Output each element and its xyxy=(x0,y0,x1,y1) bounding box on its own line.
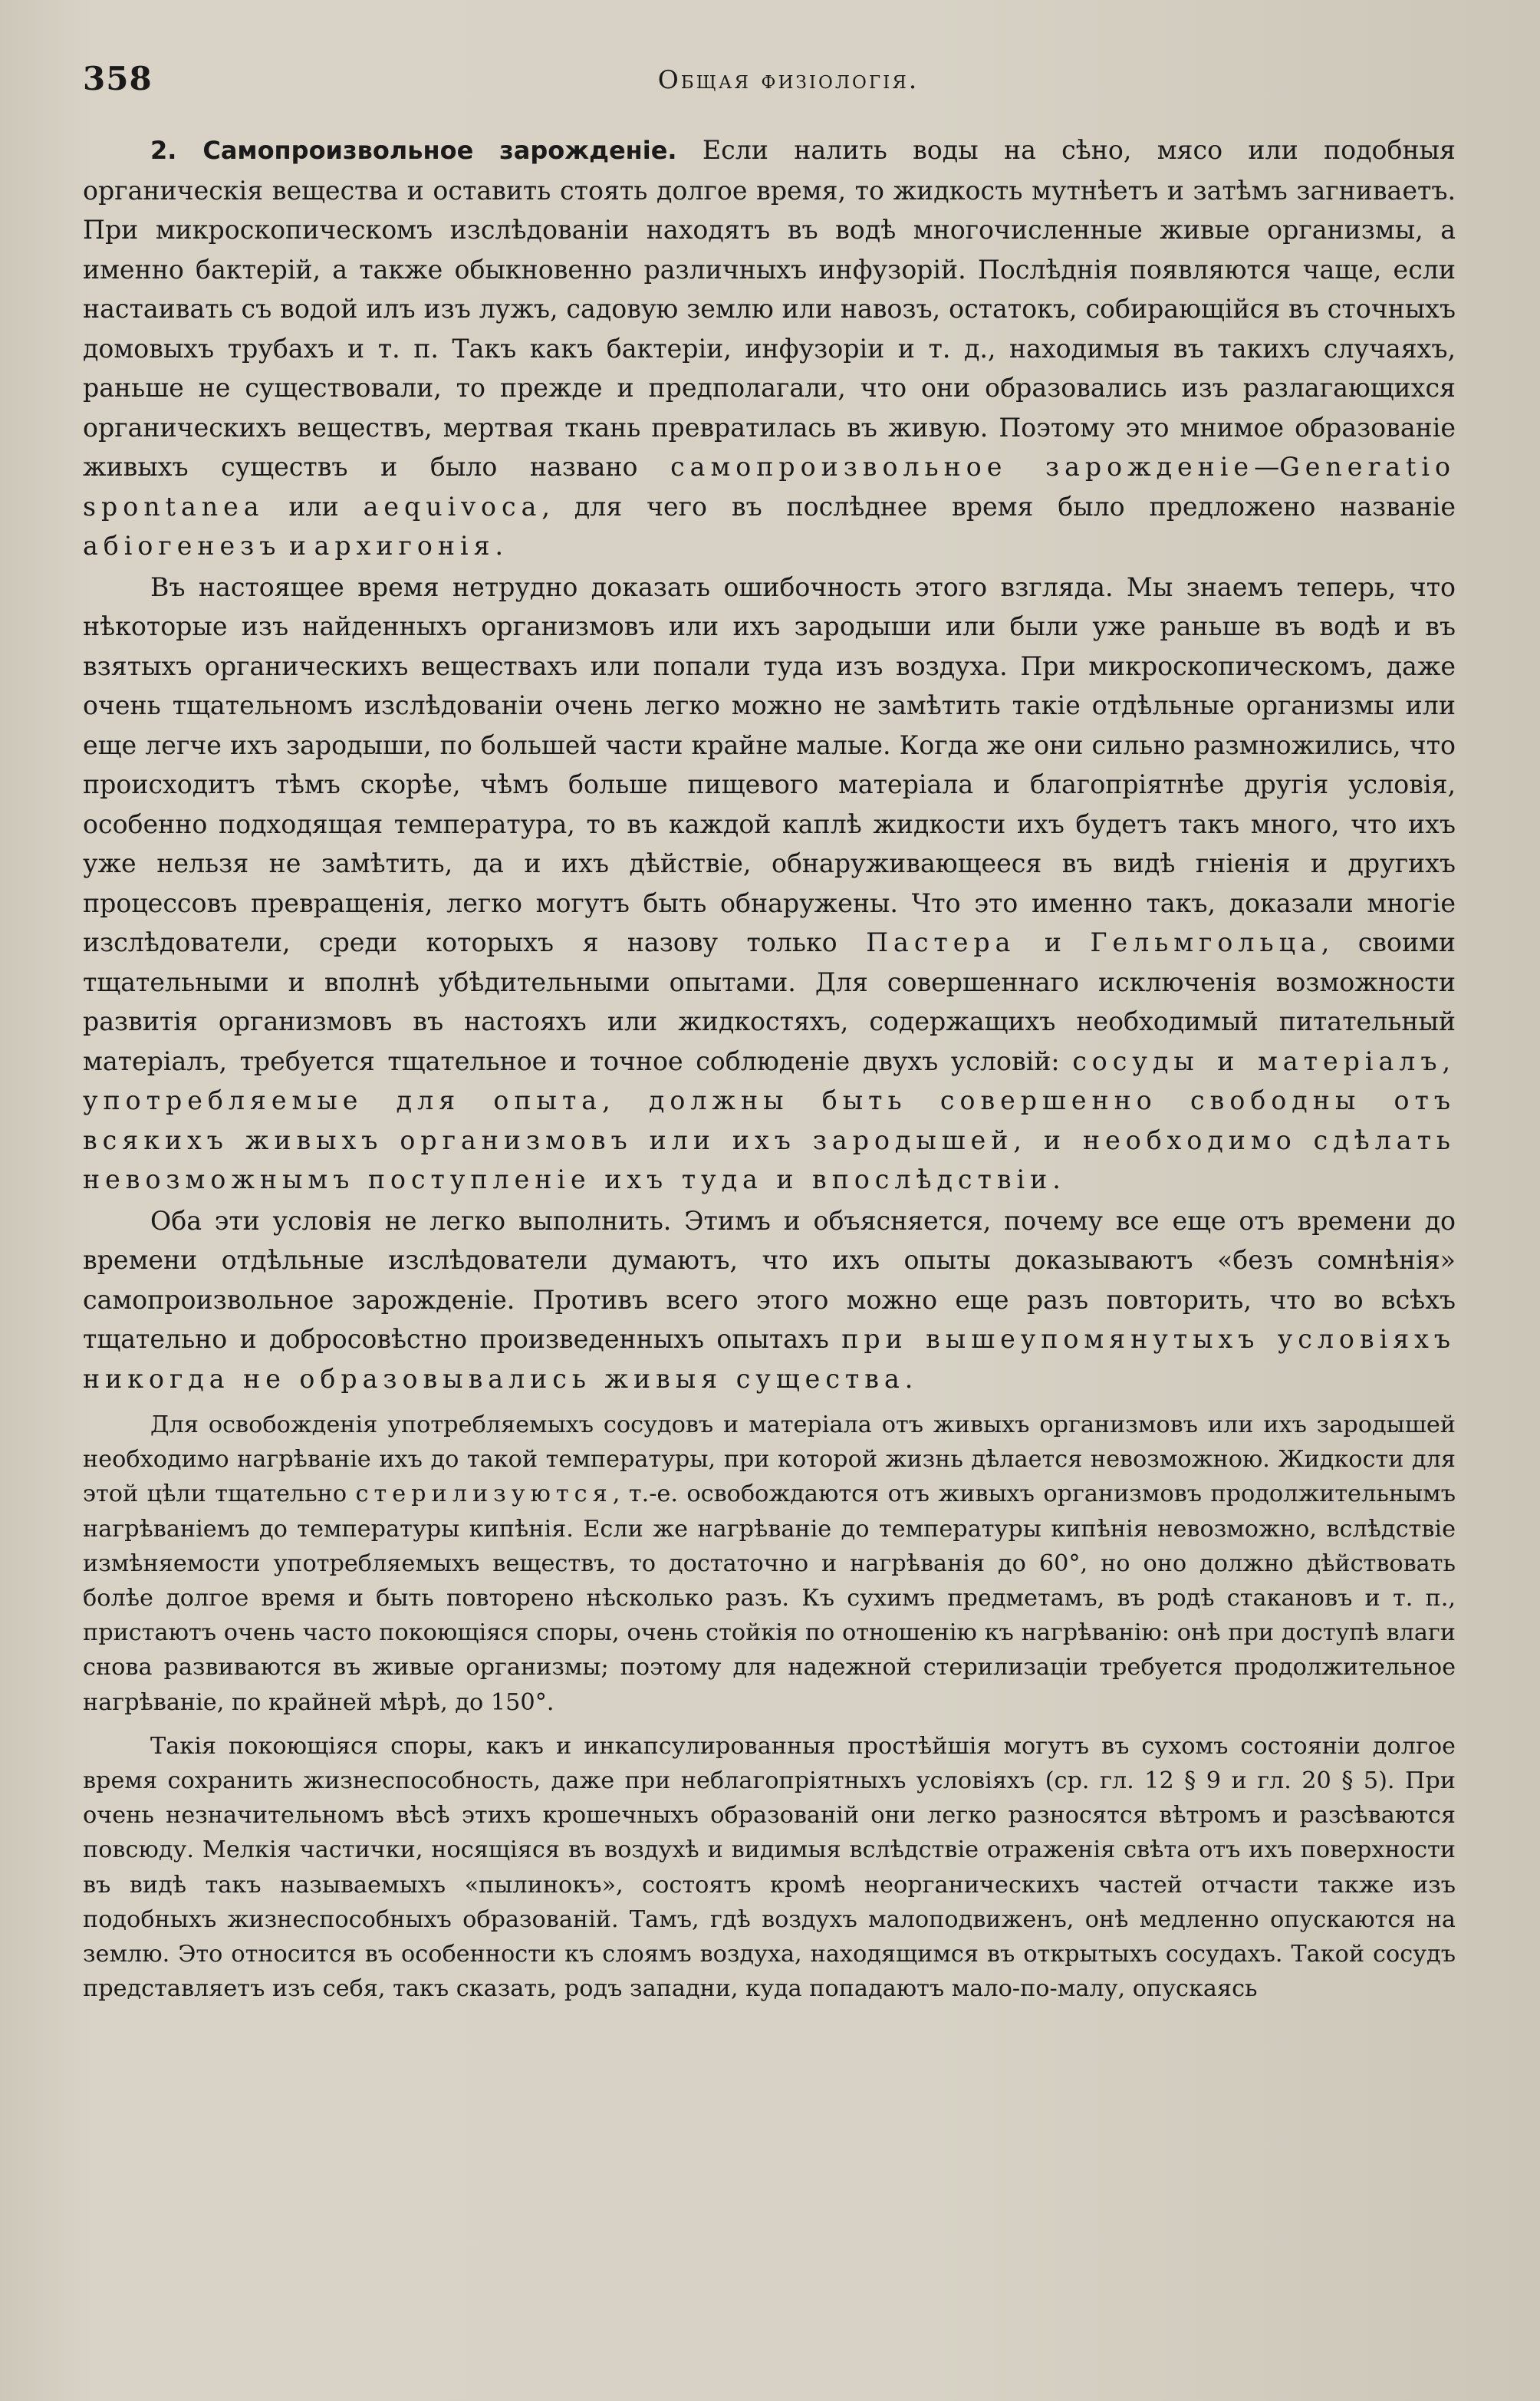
text-run: . xyxy=(1052,1164,1061,1194)
text-run: , для чего въ послѣднее время было предложено названіе xyxy=(541,491,1456,522)
spaced-term: архигонія xyxy=(314,531,495,561)
text-run: Если налить воды на сѣно, мясо или подобныя органическія вещества и оставить стоять долгое время, то жидкость мутнѣетъ и затѣмъ загниваетъ. При микроскопическомъ изслѣдованіи находятъ въ водѣ многочисленные живые организмы, а именно бактерій, а также обыкновенно различныхъ инфузорій. Послѣднія появляются чаще, если настаивать съ водой илъ изъ лужъ, садовую землю или навозъ, остатокъ, собирающійся въ сточныхъ домовыхъ трубахъ и т. п. Такъ какъ бактеріи, инфузоріи и т. д., находимыя въ такихъ случаяхъ, раньше не существовали, то прежде и предполагали, что они образовались изъ разлагающихся органическихъ веществъ, мертвая ткань превратилась въ живую. Поэтому это мнимое образованіе живыхъ существъ и было названо xyxy=(83,135,1456,482)
spaced-term: aequivoca xyxy=(363,491,542,522)
spaced-emphasis: при вышеупомянутыхъ условіяхъ никогда не образовывались живыя существа xyxy=(83,1324,1456,1394)
text-run: . xyxy=(904,1363,913,1394)
text-run: — xyxy=(1254,452,1280,482)
paragraph-conditions xyxy=(83,1201,1456,1399)
spaced-term: самопроизвольное зарожденіе xyxy=(670,452,1255,482)
spaced-term: абіогенезъ xyxy=(83,531,281,561)
running-title: Общая физiологiя. xyxy=(657,64,920,94)
page-number: 358 xyxy=(83,60,153,97)
body-text xyxy=(83,130,1456,2006)
text-run: . xyxy=(495,531,504,561)
section-heading: 2. Самопроизвольное зарожденіе. xyxy=(150,136,677,165)
text-run: и xyxy=(281,531,314,561)
paragraph-refutation xyxy=(83,568,1456,1200)
text-run: Для освобожденія употребляемыхъ сосудовъ и матеріала отъ живыхъ организмовъ или ихъ зародышей необходимо нагрѣваніе ихъ до такой температуры, при которой жизнь дѣлается невозможною. Жидкости для этой цѣли тщательно xyxy=(83,1411,1456,1508)
text-run: , т.-е. освобождаются отъ живыхъ организмовъ продолжительнымъ нагрѣваніемъ до температуры кипѣнія. Если же нагрѣваніе до температуры кипѣнія невозможно, вслѣдствіе измѣняемости употребляемыхъ веществъ, то достаточно и нагрѣванія до 60°, но оно должно дѣйствовать болѣе долгое время и быть повторено нѣсколько разъ. Къ сухимъ предметамъ, въ родѣ стакановъ и т. п., пристаютъ очень часто покоющіяся споры, очень стойкія по отношенію къ нагрѣванію: онѣ при доступѣ влаги снова развиваются въ живые организмы; поэтому для надежной стерилизаціи требуется продолжительное нагрѣваніе, по крайней мѣрѣ, до 150°. xyxy=(83,1480,1456,1716)
paragraph-spontaneous-generation xyxy=(83,130,1456,566)
text-run: и xyxy=(1015,927,1091,957)
spaced-term: Generatio spontanea xyxy=(83,452,1456,522)
spaced-name: Пастера xyxy=(866,927,1016,957)
text-run: или xyxy=(264,491,364,522)
text-run: Такія покоющіяся споры, какъ и инкапсулированныя простѣйшія могутъ въ сухомъ состояніи долгое время сохранить жизнеспособность, даже при неблагопріятныхъ условіяхъ (ср. гл. 12 § 9 и гл. 20 § 5). При очень незначительномъ вѣсѣ этихъ крошечныхъ образованій они легко разносятся вѣтромъ и разсѣваются повсюду. Мелкія частички, носящіяся въ воздухѣ и видимыя вслѣдствіе отраженія свѣта отъ ихъ поверхности въ видѣ такъ называемыхъ «пылинокъ», состоятъ кромѣ неорганическихъ частей отчасти также изъ подобныхъ жизнеспособныхъ образованій. Тамъ, гдѣ воздухъ малоподвиженъ, онѣ медленно опускаются на землю. Это относится въ особенности къ слоямъ воздуха, находящимся въ открытыхъ сосудахъ. Такой сосудъ представляетъ изъ себя, такъ сказать, родъ западни, куда попадаютъ мало-по-малу, опускаясь xyxy=(83,1732,1456,2003)
text-run: , своими тщательными и вполнѣ убѣдительными опытами. Для совершеннаго исключенія возможности развитія организмовъ въ настояхъ или жидкостяхъ, содержащихъ необходимый питательный матеріалъ, требуется тщательное и точное соблюденіе двухъ условій: xyxy=(83,927,1456,1076)
paragraph-sterilization xyxy=(83,1408,1456,1720)
spaced-emphasis: сосуды и матеріалъ, употребляемые для опыта, должны быть совершенно свободны отъ всякихъ живыхъ организмовъ или ихъ зародышей, и необходимо сдѣлать невозможнымъ поступленіе ихъ туда и впослѣдствіи xyxy=(83,1046,1456,1194)
spaced-name: Гельмгольца xyxy=(1090,927,1321,957)
spaced-term: стерилизуются xyxy=(355,1480,613,1508)
text-run: Оба эти условія не легко выполнить. Этимъ и объясняется, почему все еще отъ времени до времени отдѣльные изслѣдователи думаютъ, что ихъ опыты доказываютъ «безъ сомнѣнія» самопроизвольное зарожденіе. Противъ всего этого можно еще разъ повторить, что во всѣхъ тщательно и добросовѣстно произведенныхъ опытахъ xyxy=(83,1205,1456,1354)
text-run: Въ настоящее время нетрудно доказать ошибочность этого взгляда. Мы знаемъ теперь, что нѣкоторые изъ найденныхъ организмовъ или ихъ зародыши или были уже раньше въ водѣ и въ взятыхъ органическихъ веществахъ или попали туда изъ воздуха. При микроскопическомъ, даже очень тщательномъ изслѣдованіи очень легко можно не замѣтить такіе отдѣльные организмы или еще легче ихъ зародыши, по большей части крайне малые. Когда же они сильно размножились, что происходитъ тѣмъ скорѣе, чѣмъ больше пищевого матеріала и благопріятнѣе другія условія, особенно подходящая температура, то въ каждой каплѣ жидкости ихъ будетъ такъ много, что ихъ уже нельзя не замѣтить, да и ихъ дѣйствіе, обнаруживающееся въ видѣ гніенія и другихъ процессовъ превращенія, легко могутъ быть обнаружены. Что это именно такъ, доказали многіе изслѣдователи, среди которыхъ я назову только xyxy=(83,571,1456,957)
page-header xyxy=(83,60,1494,106)
paragraph-spores xyxy=(83,1729,1456,2007)
